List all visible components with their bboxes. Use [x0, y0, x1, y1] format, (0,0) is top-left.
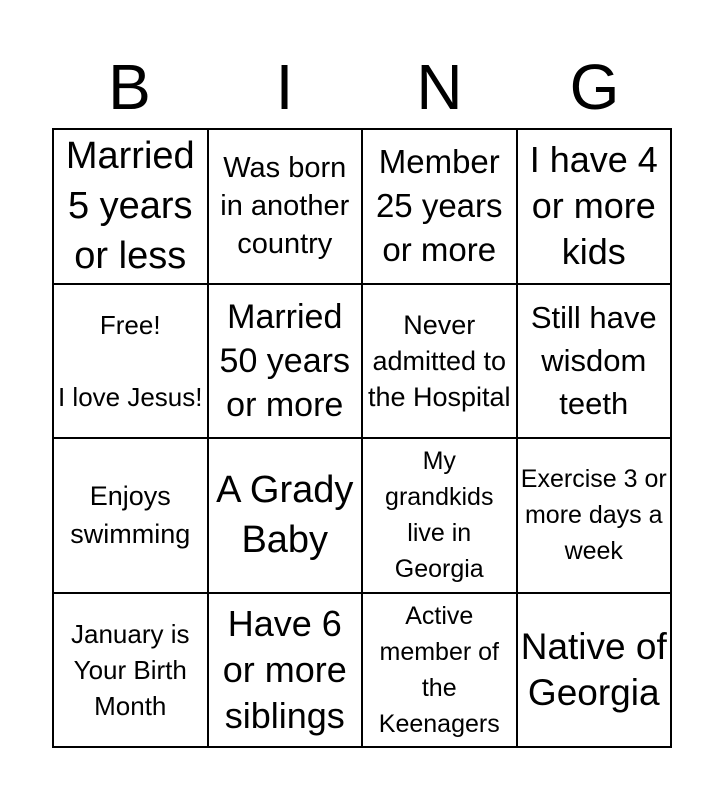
bingo-cell[interactable] [209, 130, 364, 285]
cell-label: Active member of the Keenagers [378, 601, 500, 738]
cell-label: Member 25 years or more [375, 143, 503, 269]
bingo-cell[interactable] [518, 439, 673, 594]
bingo-cell[interactable] [54, 439, 209, 594]
cell-label: My grandkids live in Georgia [385, 447, 494, 584]
bingo-board [52, 128, 672, 748]
bingo-cell[interactable] [209, 594, 364, 749]
cell-label: Have 6 or more siblings [222, 602, 347, 736]
cell-label: Still have wisdom teeth [530, 300, 657, 422]
bingo-cell[interactable] [54, 130, 209, 285]
bingo-cell[interactable] [363, 130, 518, 285]
header-letter-i: I [275, 51, 294, 123]
cell-label: Married 50 years or more [219, 297, 350, 424]
cell-label: Exercise 3 or more days a week [520, 465, 667, 566]
bingo-cell[interactable] [209, 285, 364, 440]
cell-label: Enjoys swimming [70, 481, 191, 550]
bingo-cell[interactable] [363, 439, 518, 594]
cell-label: Was born in another country [220, 152, 350, 261]
header-letter-n: N [416, 51, 463, 123]
bingo-header [52, 52, 672, 122]
bingo-cell[interactable] [518, 594, 673, 749]
bingo-cell[interactable] [518, 285, 673, 440]
header-letter-g: G [569, 51, 620, 123]
bingo-cell-free[interactable] [54, 285, 209, 440]
cell-label: Never admitted to the Hospital [367, 309, 511, 412]
bingo-cell[interactable] [209, 439, 364, 594]
bingo-cell[interactable] [363, 285, 518, 440]
cell-label: A Grady Baby [216, 469, 354, 562]
cell-label: January is Your Birth Month [71, 618, 190, 721]
bingo-cell[interactable] [54, 594, 209, 749]
cell-label: Native of Georgia [520, 625, 667, 713]
bingo-cell[interactable] [363, 594, 518, 749]
cell-label: Free! I love Jesus! [57, 309, 203, 412]
cell-label: I have 4 or more kids [529, 139, 658, 273]
cell-label: Married 5 years or less [65, 135, 195, 278]
header-letter-b: B [108, 51, 151, 123]
bingo-cell[interactable] [518, 130, 673, 285]
